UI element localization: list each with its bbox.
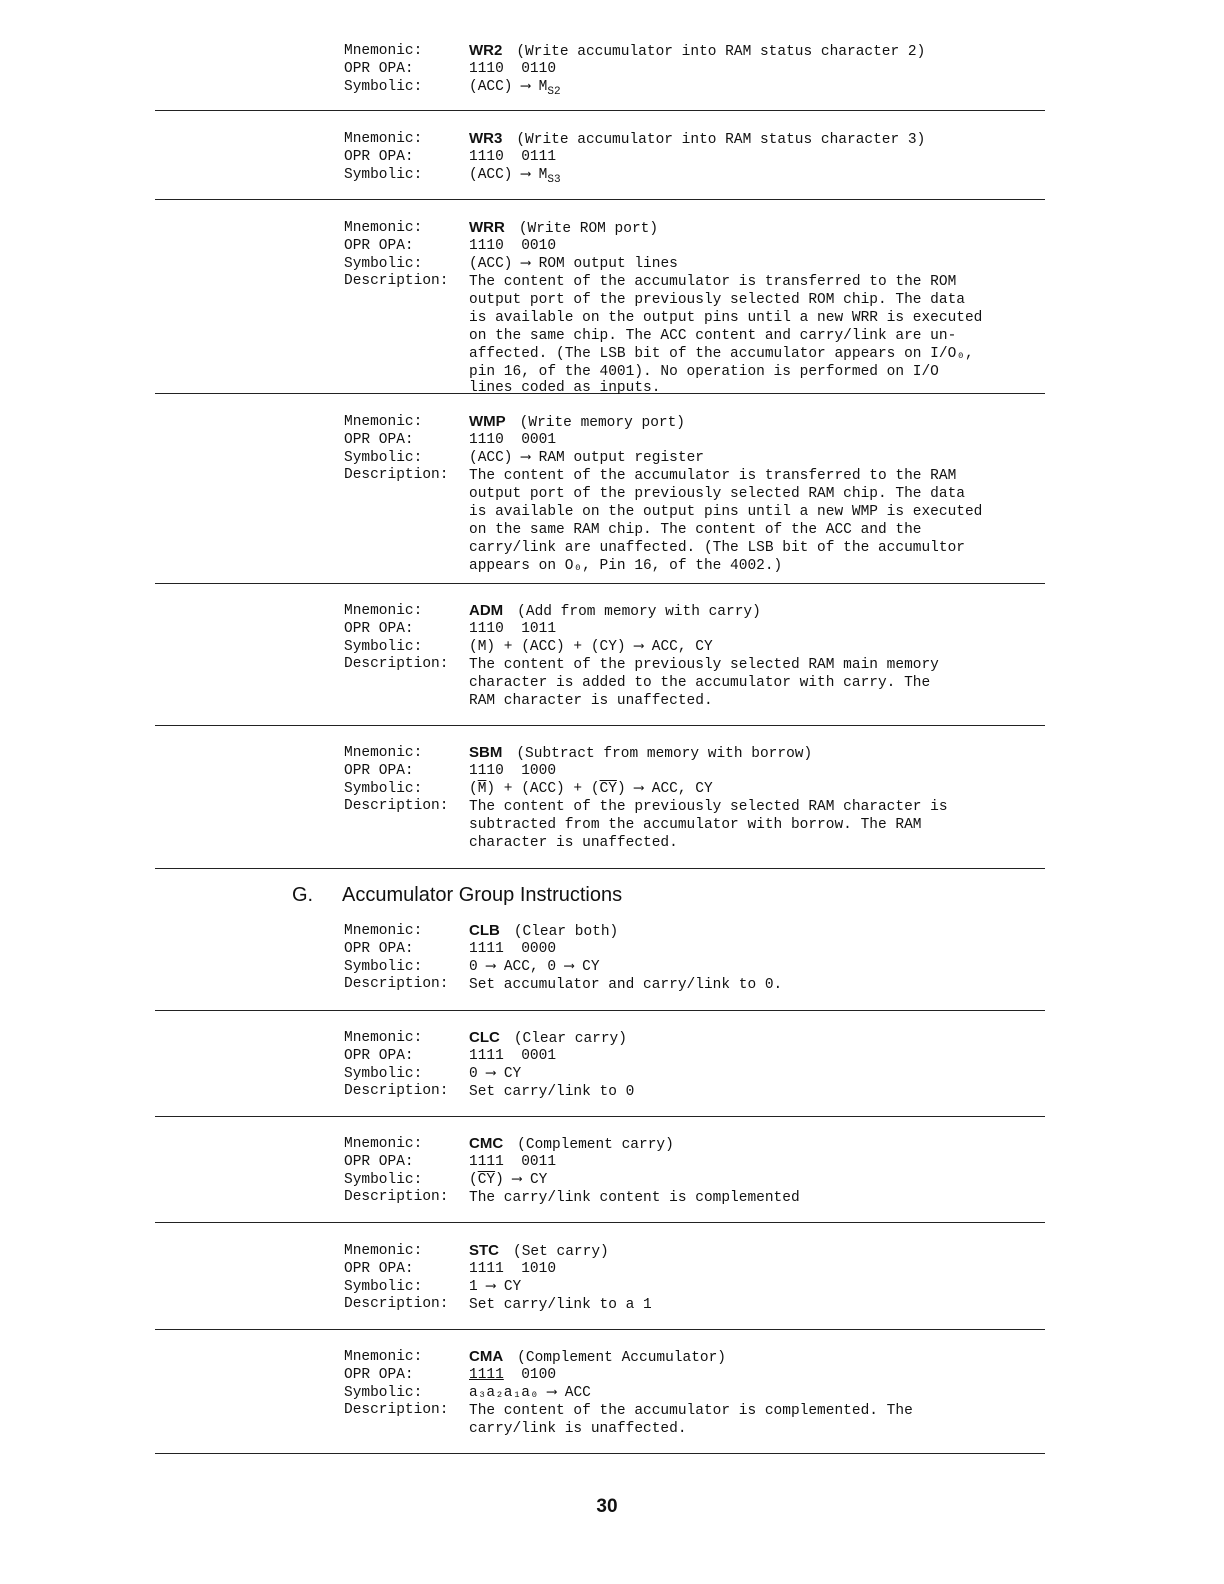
opa: 0010 <box>521 238 557 254</box>
page-number: 30 <box>596 1496 618 1517</box>
opr: 1110 <box>469 432 504 448</box>
instruction-entry-cma <box>344 1348 1044 1438</box>
opr: 1111 <box>469 1154 504 1170</box>
description-line: The content of the previously selected RAM main memory <box>469 657 939 673</box>
section-title: Accumulator Group Instructions <box>342 884 623 906</box>
description-label: Description: <box>344 1402 449 1418</box>
description-label: Description: <box>344 1189 449 1205</box>
description-label: Description: <box>344 656 449 672</box>
instruction-entry-wmp <box>344 413 1044 575</box>
mnemonic-label: Mnemonic: <box>344 1349 423 1365</box>
description-line: The carry/link content is complemented <box>469 1190 800 1206</box>
description-line: lines coded as inputs. <box>469 380 661 396</box>
symbolic-part: ) + (ACC) + ( <box>486 781 600 797</box>
instruction-name: (Clear carry) <box>513 1031 627 1047</box>
mnemonic: ADM <box>469 602 504 619</box>
description-line: pin 16, of the 4001). No operation is performed on I/O <box>469 364 939 380</box>
opr: 1110 <box>469 61 504 77</box>
instruction-name: (Complement carry) <box>517 1137 674 1153</box>
description-line: is available on the output pins until a new WMP is executed <box>469 504 983 520</box>
opa: 0100 <box>521 1367 557 1383</box>
instruction-name: (Write memory port) <box>519 415 685 431</box>
symbolic <box>469 1171 1044 1189</box>
symbolic <box>469 780 1044 798</box>
section-letter: G. <box>292 884 314 906</box>
opcode-label: OPR OPA: <box>344 1367 414 1383</box>
mnemonic-label: Mnemonic: <box>344 603 423 619</box>
mnemonic: WMP <box>469 413 506 430</box>
instruction-name: (Write accumulator into RAM status character 3) <box>516 132 926 148</box>
symbolic-subscript: S2 <box>547 86 561 98</box>
symbolic-part: ) ⟶ ACC, CY <box>616 781 713 797</box>
mnemonic: CLC <box>469 1029 500 1046</box>
opr: 1110 <box>469 149 504 165</box>
instruction-name: (Clear both) <box>513 924 619 940</box>
description-label: Description: <box>344 273 449 289</box>
opr: 1111 <box>469 1048 504 1064</box>
description <box>469 656 999 710</box>
divider <box>155 1329 1045 1330</box>
opa: 1000 <box>521 763 557 779</box>
description-line: subtracted from the accumulator with borrow. The RAM <box>469 817 922 833</box>
mnemonic: SBM <box>469 744 503 761</box>
symbolic: 1 ⟶ CY <box>469 1279 522 1295</box>
divider <box>155 1222 1045 1223</box>
instruction-name: (Write ROM port) <box>518 221 659 237</box>
instruction-name: (Complement Accumulator) <box>517 1350 727 1366</box>
opa: 1010 <box>521 1261 557 1277</box>
divider <box>155 1010 1045 1011</box>
description-line: Set carry/link to 0 <box>469 1084 635 1100</box>
description-line: carry/link are unaffected. (The LSB bit of the accumultor <box>469 540 965 556</box>
opcode-label: OPR OPA: <box>344 941 414 957</box>
description <box>469 467 999 575</box>
symbolic-subscript: S3 <box>547 174 561 186</box>
symbolic: a₃a₂a₁a₀ ⟶ ACC <box>469 1385 591 1401</box>
opa: 0110 <box>521 61 557 77</box>
opr: 1110 <box>469 763 504 779</box>
opcode-label: OPR OPA: <box>344 238 414 254</box>
description-line: character is added to the accumulator with carry. The <box>469 675 931 691</box>
mnemonic-label: Mnemonic: <box>344 745 423 761</box>
opr: 1111 <box>469 941 504 957</box>
description-line: affected. (The LSB bit of the accumulator appears on I/O₀, <box>469 346 974 362</box>
divider <box>155 199 1045 200</box>
opa: 0000 <box>521 941 557 957</box>
mnemonic: WRR <box>469 219 505 236</box>
mnemonic: CLB <box>469 922 500 939</box>
mnemonic-label: Mnemonic: <box>344 220 423 236</box>
symbolic-part: ( <box>469 1172 478 1188</box>
description-line: appears on O₀, Pin 16, of the 4002.) <box>469 558 783 574</box>
instruction-entry-wrr <box>344 219 1044 395</box>
description-line: Set accumulator and carry/link to 0. <box>469 977 783 993</box>
description <box>469 1402 999 1438</box>
symbolic-label: Symbolic: <box>344 639 423 655</box>
description-line: character is unaffected. <box>469 835 678 851</box>
complement-cy: $\overline{CY}$ <box>599 781 617 797</box>
description-label: Description: <box>344 1083 449 1099</box>
symbolic-label: Symbolic: <box>344 1066 423 1082</box>
symbolic: (ACC) ⟶ M <box>469 79 548 95</box>
section-heading <box>292 884 622 907</box>
symbolic-label: Symbolic: <box>344 79 423 95</box>
opcode-label: OPR OPA: <box>344 621 414 637</box>
instruction-entry-wr3 <box>344 130 1044 184</box>
opcode-label: OPR OPA: <box>344 432 414 448</box>
opa: 0111 <box>521 149 557 165</box>
symbolic-label: Symbolic: <box>344 1279 423 1295</box>
symbolic: (ACC) ⟶ M <box>469 167 548 183</box>
description <box>469 273 999 395</box>
description-line: output port of the previously selected ROM chip. The data <box>469 292 965 308</box>
opr: 1111 <box>469 1367 504 1383</box>
description <box>469 798 999 852</box>
opa: 1011 <box>521 621 557 637</box>
opa: 0011 <box>521 1154 557 1170</box>
divider <box>155 110 1045 111</box>
description-line: The content of the previously selected RAM character is <box>469 799 948 815</box>
divider <box>155 1116 1045 1117</box>
symbolic-label: Symbolic: <box>344 256 423 272</box>
description <box>469 976 999 994</box>
instruction-entry-clc <box>344 1029 1044 1101</box>
description <box>469 1296 999 1314</box>
mnemonic-label: Mnemonic: <box>344 1030 423 1046</box>
description-line: The content of the accumulator is transferred to the ROM <box>469 274 957 290</box>
mnemonic: WR2 <box>469 42 503 59</box>
instruction-entry-wr2 <box>344 42 1044 96</box>
opcode-label: OPR OPA: <box>344 1261 414 1277</box>
instruction-name: (Write accumulator into RAM status character 2) <box>516 44 926 60</box>
symbolic: (M) + (ACC) + (CY) ⟶ ACC, CY <box>469 639 713 655</box>
description-line: is available on the output pins until a new WRR is executed <box>469 310 983 326</box>
description-line: carry/link is unaffected. <box>469 1421 687 1437</box>
description-line: on the same RAM chip. The content of the ACC and the <box>469 522 922 538</box>
mnemonic-label: Mnemonic: <box>344 414 423 430</box>
symbolic-part: ( <box>469 781 478 797</box>
opr: 1110 <box>469 621 504 637</box>
opcode-label: OPR OPA: <box>344 1048 414 1064</box>
instruction-name: (Add from memory with carry) <box>517 604 761 620</box>
opr: 1111 <box>469 1261 504 1277</box>
mnemonic-label: Mnemonic: <box>344 131 423 147</box>
symbolic: 0 ⟶ CY <box>469 1066 522 1082</box>
instruction-entry-adm <box>344 602 1044 710</box>
instruction-entry-clb <box>344 922 1044 994</box>
symbolic-label: Symbolic: <box>344 167 423 183</box>
symbolic-label: Symbolic: <box>344 959 423 975</box>
description-line: RAM character is unaffected. <box>469 693 713 709</box>
instruction-name: (Subtract from memory with borrow) <box>516 746 813 762</box>
symbolic: 0 ⟶ ACC, 0 ⟶ CY <box>469 959 600 975</box>
complement-cy: $\overline{CY}$ <box>477 1172 496 1188</box>
complement-m: $\overline{M}$ <box>477 781 487 797</box>
symbolic: (ACC) ⟶ ROM output lines <box>469 256 678 272</box>
symbolic-label: Symbolic: <box>344 450 423 466</box>
opr: 1110 <box>469 238 504 254</box>
description <box>469 1189 999 1207</box>
instruction-entry-sbm <box>344 744 1044 852</box>
mnemonic: STC <box>469 1242 499 1259</box>
mnemonic-label: Mnemonic: <box>344 43 423 59</box>
symbolic-label: Symbolic: <box>344 781 423 797</box>
instruction-entry-cmc <box>344 1135 1044 1207</box>
opcode-label: OPR OPA: <box>344 61 414 77</box>
description-line: The content of the accumulator is transferred to the RAM <box>469 468 957 484</box>
instruction-entry-stc <box>344 1242 1044 1314</box>
divider <box>155 1453 1045 1454</box>
description-line: The content of the accumulator is complemented. The <box>469 1403 913 1419</box>
mnemonic-label: Mnemonic: <box>344 1243 423 1259</box>
opcode-label: OPR OPA: <box>344 149 414 165</box>
mnemonic: CMC <box>469 1135 504 1152</box>
mnemonic-label: Mnemonic: <box>344 1136 423 1152</box>
symbolic-part: ) ⟶ CY <box>495 1172 548 1188</box>
description-label: Description: <box>344 976 449 992</box>
mnemonic: CMA <box>469 1348 504 1365</box>
opa: 0001 <box>521 432 557 448</box>
description <box>469 1083 999 1101</box>
divider <box>155 583 1045 584</box>
description-label: Description: <box>344 798 449 814</box>
opcode-label: OPR OPA: <box>344 763 414 779</box>
opa: 0001 <box>521 1048 557 1064</box>
symbolic: (ACC) ⟶ RAM output register <box>469 450 704 466</box>
description-line: Set carry/link to a 1 <box>469 1297 652 1313</box>
opcode-label: OPR OPA: <box>344 1154 414 1170</box>
mnemonic-label: Mnemonic: <box>344 923 423 939</box>
symbolic-label: Symbolic: <box>344 1385 423 1401</box>
description-line: on the same chip. The ACC content and carry/link are un- <box>469 328 957 344</box>
symbolic-label: Symbolic: <box>344 1172 423 1188</box>
instruction-name: (Set carry) <box>513 1244 609 1260</box>
description-label: Description: <box>344 1296 449 1312</box>
mnemonic: WR3 <box>469 130 503 147</box>
divider <box>155 725 1045 726</box>
description-label: Description: <box>344 467 449 483</box>
divider <box>155 868 1045 869</box>
description-line: output port of the previously selected RAM chip. The data <box>469 486 965 502</box>
